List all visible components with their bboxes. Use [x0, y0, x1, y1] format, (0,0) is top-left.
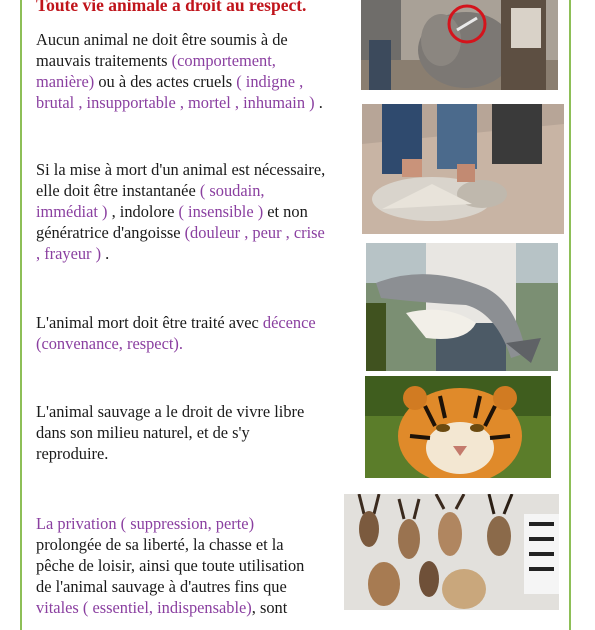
text-line: [36, 222, 325, 243]
paragraph-privation-liberte: [36, 513, 304, 618]
text-span: ou à des actes cruels: [94, 72, 237, 91]
paragraph-animal-sauvage: [36, 401, 304, 464]
text-span: et non: [263, 202, 308, 221]
page-title: Toute vie animale a droit au respect.: [36, 0, 307, 15]
text-line: prolongée de sa liberté, la chasse et la: [36, 535, 284, 554]
text-line: [36, 201, 325, 222]
text-line: [36, 180, 325, 201]
synonym-span: décence: [262, 313, 316, 332]
synonym-span: manière): [36, 72, 95, 91]
synonym-span: brutal , insupportable , mortel , inhumain ): [36, 93, 315, 112]
synonym-span: (douleur , peur , crise: [184, 223, 325, 242]
text-line: dans son milieu naturel, et de s'y: [36, 423, 250, 442]
text-line: [36, 92, 323, 113]
synonym-span: vitales ( essentiel, indispensable): [36, 598, 252, 617]
synonym-span: , frayeur ): [36, 244, 102, 263]
text-span: .: [101, 244, 110, 263]
paragraph-animal-mort: [36, 312, 316, 354]
text-line: [36, 50, 323, 71]
text-line: Aucun animal ne doit être soumis à de: [36, 30, 288, 49]
text-line: L'animal sauvage a le droit de vivre libre: [36, 402, 305, 421]
hunting-trophies-photo: [344, 494, 559, 610]
synonym-line: La privation ( suppression, perte): [36, 514, 255, 533]
elephant-abuse-photo: [361, 0, 558, 90]
text-line: reproduire.: [36, 444, 109, 463]
text-line: [36, 312, 316, 333]
synonym-span: ( soudain,: [199, 181, 265, 200]
text-line: pêche de loisir, ainsi que toute utilisation: [36, 556, 305, 575]
synonym-span: (comportement,: [171, 51, 276, 70]
text-span: elle doit être instantanée: [36, 181, 200, 200]
synonym-span: ( indigne ,: [236, 72, 304, 91]
text-span: mauvais traitements: [36, 51, 172, 70]
dolphin-carcass-photo: [366, 243, 558, 371]
tiger-photo: [365, 376, 551, 478]
text-line: [36, 597, 304, 618]
paragraph-mise-a-mort: [36, 159, 325, 264]
synonym-line: (convenance, respect).: [36, 334, 183, 353]
synonym-span: immédiat ): [36, 202, 108, 221]
text-line: Si la mise à mort d'un animal est nécessaire,: [36, 160, 326, 179]
synonym-span: ( insensible ): [178, 202, 264, 221]
text-line: de l'animal sauvage à d'autres fins que: [36, 577, 287, 596]
text-span: génératrice d'angoisse: [36, 223, 185, 242]
text-span: , indolore: [107, 202, 179, 221]
paragraph-mauvais-traitements: [36, 29, 323, 113]
text-span: L'animal mort doit être traité avec: [36, 313, 263, 332]
text-line: [36, 243, 325, 264]
text-line: [36, 71, 323, 92]
text-span: , sont: [251, 598, 288, 617]
text-span: .: [314, 93, 323, 112]
animal-slaughter-photo: [362, 104, 564, 234]
